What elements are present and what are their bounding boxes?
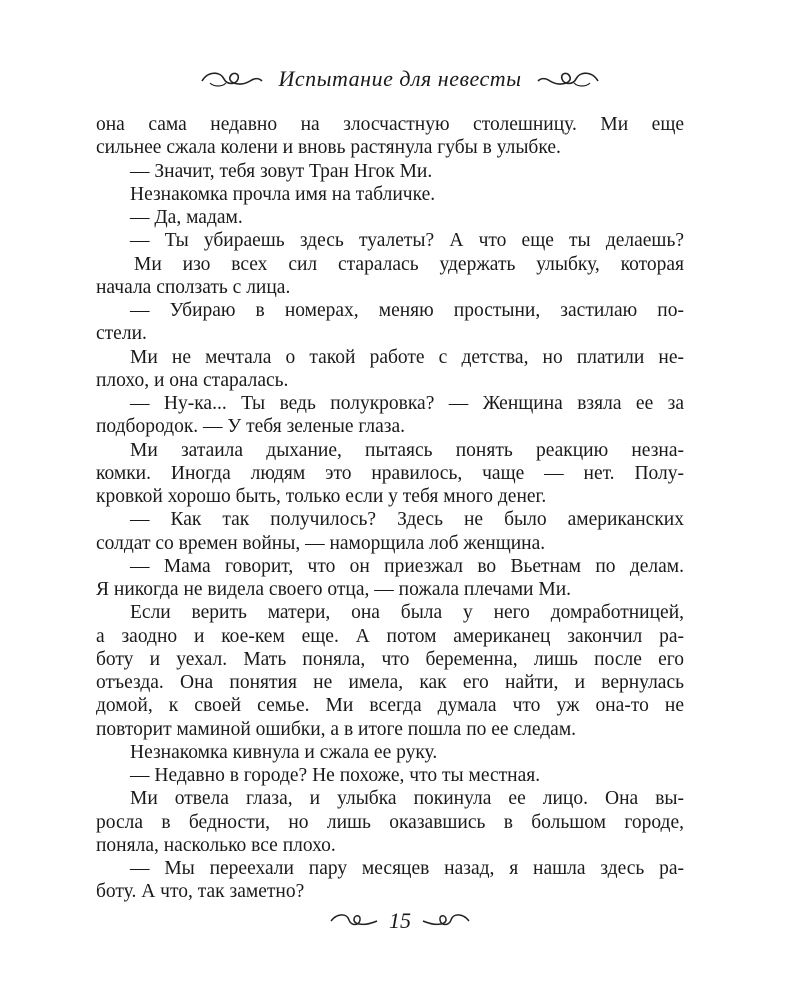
text-line: — Значит, тебя зовут Тран Нгок Ми. — [130, 160, 433, 182]
left-footer-ornament-icon — [329, 911, 379, 931]
running-title: Испытание для невесты — [278, 66, 522, 91]
text-line: Ми не мечтала о такой работе с детства, но платили не- — [130, 346, 684, 368]
page-number: 15 — [389, 908, 411, 933]
text-line: боту. А что, так заметно? — [96, 881, 305, 903]
text-line: а заодно и кое-кем еще. А потом американец закончил ра- — [96, 625, 684, 647]
text-line: Незнакомка прочла имя на табличке. — [130, 183, 436, 205]
running-header — [0, 66, 800, 92]
text-line: — Мама говорит, что он приезжал во Вьетнам по делам. — [130, 555, 684, 577]
text-line: — Как так получилось? Здесь не было американских — [130, 509, 684, 531]
text-line: Незнакомка кивнула и сжала ее руку. — [130, 741, 438, 763]
text-line: подбородок. — У тебя зеленые глаза. — [96, 416, 406, 438]
body-text — [96, 113, 684, 904]
text-line: домой, к своей семье. Ми всегда думала что уж она-то не — [96, 695, 684, 717]
text-line: Ми изо всех сил старалась удержать улыбку, которая — [134, 253, 684, 275]
right-footer-ornament-icon — [421, 911, 471, 931]
text-line: солдат со времен войны, — наморщила лоб женщина. — [96, 532, 546, 554]
text-line: сильнее сжала колени и вновь растянула губы в улыбке. — [96, 137, 561, 159]
text-line: поняла, насколько все плохо. — [96, 834, 336, 856]
text-line: — Ты убираешь здесь туалеты? А что еще ты делаешь? — [130, 230, 684, 252]
text-line: Я никогда не видела своего отца, — пожала плечами Ми. — [96, 579, 572, 600]
text-line: — Да, мадам. — [130, 207, 243, 228]
text-line: повторит маминой ошибки, а в итоге пошла по ее следам. — [96, 718, 577, 740]
text-line: Ми отвела глаза, и улыбка покинула ее лицо. Она вы- — [130, 788, 684, 810]
text-line: она сама недавно на злосчастную столешницу. Ми еще — [96, 114, 684, 135]
left-flourish-ornament-icon — [200, 67, 264, 91]
text-line: боту и уехал. Мать поняла, что беременна, лишь после его — [96, 648, 684, 670]
text-line: стели. — [96, 323, 147, 345]
text-line: начала сползать с лица. — [96, 276, 291, 298]
text-line: комки. Иногда людям это нравилось, чаще — нет. Полу- — [96, 462, 684, 484]
right-flourish-ornament-icon — [536, 67, 600, 91]
text-line: плохо, и она старалась. — [96, 369, 289, 391]
text-line: — Убираю в номерах, меняю простыни, застилаю по- — [130, 300, 684, 321]
text-line: отъезда. Она понятия не имела, как его найти, и вернулась — [96, 672, 684, 693]
text-line: — Мы переехали пару месяцев назад, я нашла здесь ра- — [130, 858, 684, 879]
text-line: Ми затаила дыхание, пытаясь понять реакцию незна- — [130, 439, 684, 461]
text-line: — Ну-ка... Ты ведь полукровка? — Женщина взяла ее за — [130, 393, 684, 414]
text-line: — Недавно в городе? Не похоже, что ты местная. — [130, 765, 541, 786]
text-line: росла в бедности, но лишь оказавшись в большом городе, — [96, 811, 684, 833]
page-footer — [0, 908, 800, 934]
text-line: кровкой хорошо быть, только если у тебя много денег. — [96, 486, 547, 507]
text-line: Если верить матери, она была у него домработницей, — [130, 602, 684, 624]
